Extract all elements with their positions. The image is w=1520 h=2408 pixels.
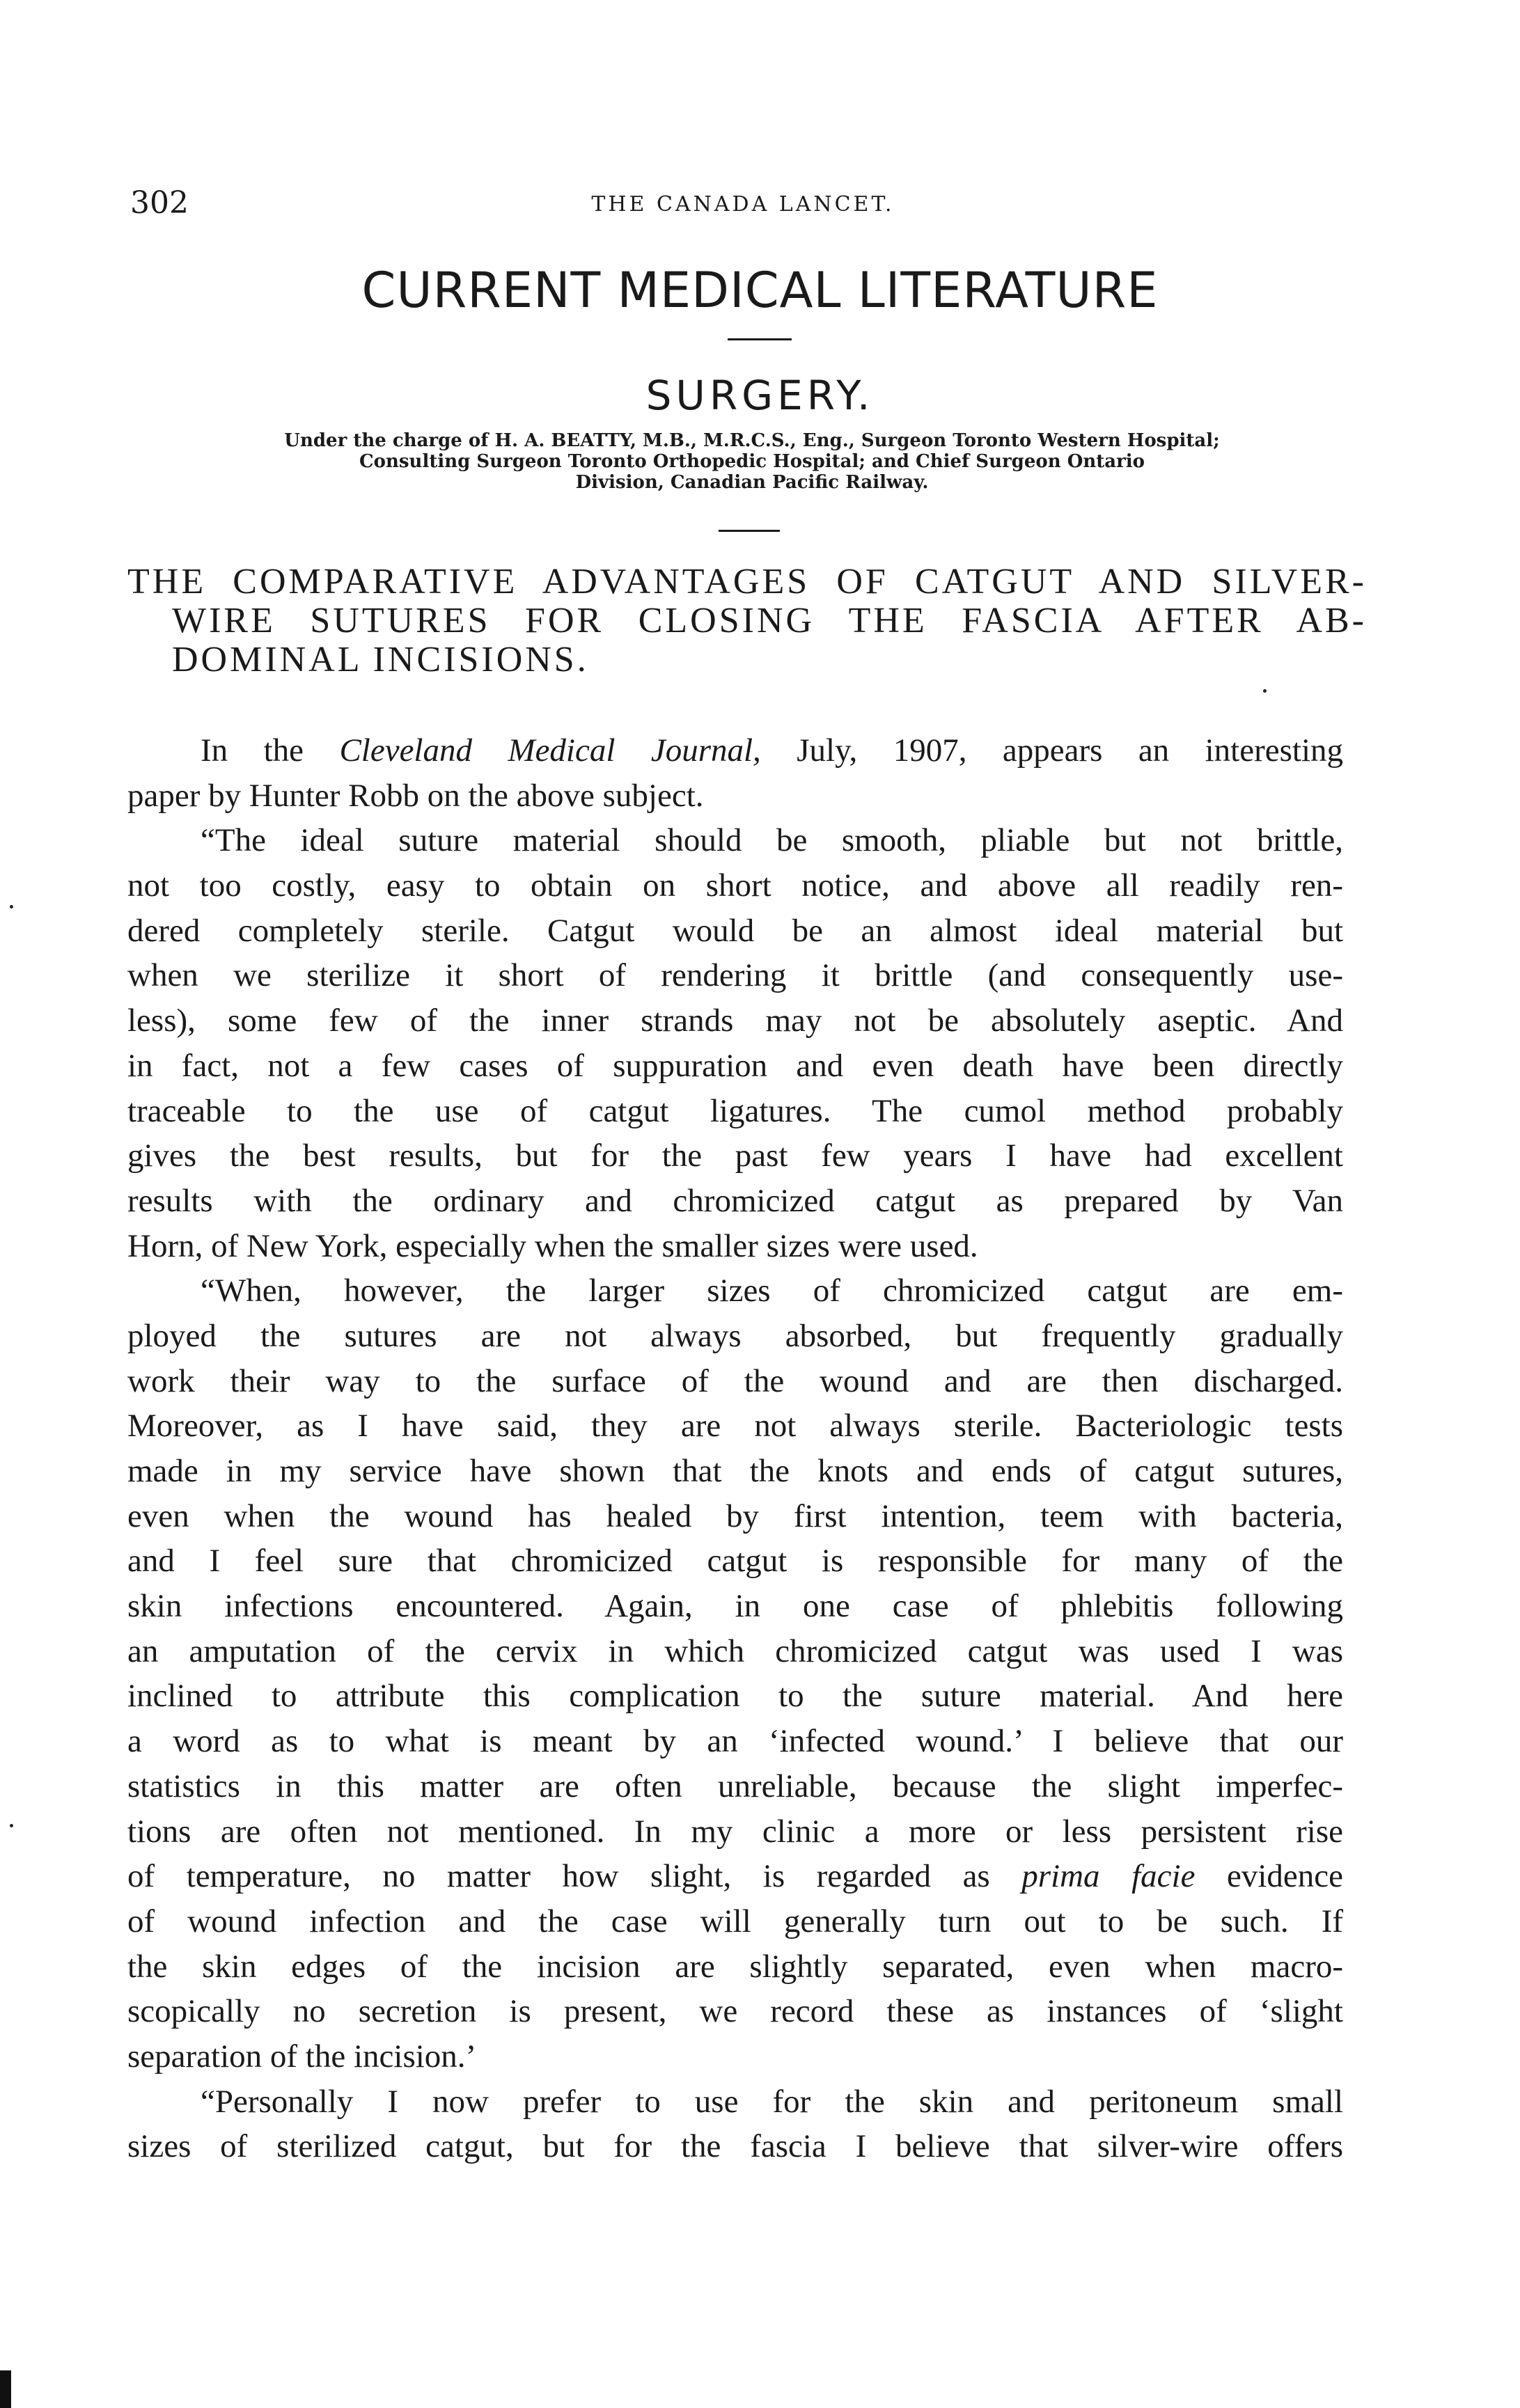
- text-line: less), some few of the inner strands may not be absolutely aseptic. And: [127, 1002, 1343, 1039]
- article-title-line: THE COMPARATIVE ADVANTAGES OF CATGUT AND SILVER-: [127, 562, 1367, 601]
- text-line: when we sterilize it short of rendering it brittle (and consequently use-: [127, 957, 1343, 994]
- latin-phrase: prima facie: [1021, 1858, 1196, 1895]
- text-line: [127, 1854, 1343, 1899]
- text-line: Moreover, as I have said, they are not always sterile. Bacteriologic tests: [127, 1408, 1343, 1445]
- text-line: tions are often not mentioned. In my clinic a more or less persistent rise: [127, 1813, 1343, 1850]
- text-line: ployed the sutures are not always absorbed, but frequently gradually: [127, 1317, 1343, 1354]
- text-line: Horn, of New York, especially when the smaller sizes were used.: [127, 1227, 978, 1264]
- article-title-line: WIRE SUTURES FOR CLOSING THE FASCIA AFTER AB-: [172, 601, 1367, 640]
- text-run: In the: [201, 732, 340, 769]
- text-line: skin infections encountered. Again, in one case of phlebitis following: [127, 1588, 1343, 1625]
- section-title: CURRENT MEDICAL LITERATURE: [361, 262, 1159, 319]
- text-line: traceable to the use of catgut ligatures. The cumol method probably: [127, 1092, 1343, 1129]
- text-line: and I feel sure that chromicized catgut is responsible for many of the: [127, 1543, 1343, 1580]
- text-line: gives the best results, but for the past few years I have had excellent: [127, 1138, 1343, 1174]
- page-number: 302: [130, 185, 189, 221]
- divider-rule: [728, 338, 792, 340]
- text-line: statistics in this matter are often unreliable, because the slight imperfec-: [127, 1768, 1343, 1804]
- text-line: not too costly, easy to obtain on short notice, and above all readily ren-: [127, 867, 1343, 904]
- text-line: dered completely sterile. Catgut would be an almost ideal material but: [127, 912, 1343, 949]
- editor-note-line: Division, Canadian Pacific Railway.: [575, 472, 929, 493]
- journal-title: THE CANADA LANCET.: [591, 192, 895, 217]
- text-line: paper by Hunter Robb on the above subject.: [127, 777, 704, 814]
- text-line: inclined to attribute this complication to the suture material. And here: [127, 1678, 1343, 1715]
- text-line: [127, 728, 1343, 773]
- text-run: evidence: [1195, 1858, 1343, 1895]
- article-title: [127, 562, 1367, 679]
- text-line: “The ideal suture material should be smooth, pliable but not brittle,: [201, 822, 1343, 859]
- journal-name: Cleveland Medical Journal,: [339, 732, 761, 769]
- text-line: scopically no secretion is present, we record these as instances of ‘slight: [127, 1993, 1343, 2030]
- text-line: “Personally I now prefer to use for the skin and peritoneum small: [201, 2083, 1343, 2120]
- text-line: results with the ordinary and chromicized catgut as prepared by Van: [127, 1182, 1343, 1219]
- editor-note-line: Consulting Surgeon Toronto Orthopedic Hospital; and Chief Surgeon Ontario: [359, 451, 1145, 472]
- subsection-title: SURGERY.: [645, 372, 875, 419]
- text-line: sizes of sterilized catgut, but for the fascia I believe that silver-wire offers: [127, 2128, 1343, 2165]
- text-line: a word as to what is meant by an ‘infected wound.’ I believe that our: [127, 1723, 1343, 1760]
- article-body: [127, 728, 1343, 2169]
- editor-note-line: Under the charge of H. A. BEATTY, M.B., M.R.C.S., Eng., Surgeon Toronto Western Hospital;: [284, 430, 1220, 451]
- text-line: in fact, not a few cases of suppuration and even death have been directly: [127, 1047, 1343, 1084]
- text-line: made in my service have shown that the knots and ends of catgut sutures,: [127, 1453, 1343, 1489]
- divider-rule: [719, 530, 780, 532]
- running-head: [130, 182, 1356, 224]
- text-line: separation of the incision.’: [127, 2038, 477, 2075]
- text-line: the skin edges of the incision are slightly separated, even when macro-: [127, 1948, 1343, 1985]
- article-title-line: DOMINAL INCISIONS.: [172, 640, 589, 679]
- text-run: July, 1907, appears an interesting: [760, 732, 1344, 769]
- scan-speck: [10, 905, 13, 908]
- text-line: work their way to the surface of the wound and are then discharged.: [127, 1362, 1343, 1399]
- text-line: “When, however, the larger sizes of chromicized catgut are em-: [201, 1273, 1343, 1309]
- text-run: of temperature, no matter how slight, is regarded as: [127, 1858, 1022, 1895]
- editor-note: [139, 430, 1365, 493]
- text-line: of wound infection and the case will generally turn out to be such. If: [127, 1903, 1343, 1939]
- scan-edge-mark: [0, 2370, 11, 2408]
- text-line: an amputation of the cervix in which chromicized catgut was used I was: [127, 1632, 1343, 1669]
- scan-speck: [1263, 689, 1267, 693]
- text-line: even when the wound has healed by first intention, teem with bacteria,: [127, 1497, 1343, 1534]
- scan-speck: [10, 1824, 13, 1827]
